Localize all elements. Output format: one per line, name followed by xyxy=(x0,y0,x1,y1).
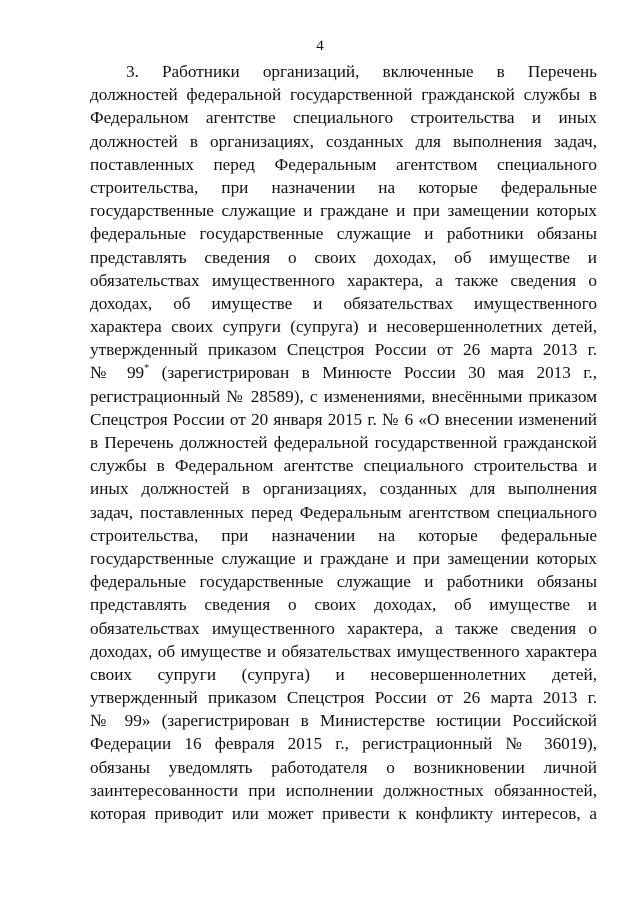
text-line: строительства, при назначении на которые федеральные xyxy=(90,525,597,545)
text-line: заинтересованности при исполнении должностных обязанностей, xyxy=(90,780,597,800)
text-line: строительства, при назначении на которые федеральные xyxy=(90,177,597,197)
text-line: службы в Федеральном агентстве специального строительства и xyxy=(90,456,597,476)
text-line: 3. Работники организаций, включенные в Перечень xyxy=(126,62,597,81)
text-line: регистрационный № 28589), с изменениями, внесёнными приказом xyxy=(90,386,597,406)
text-line: утвержденный приказом Спецстроя России от 26 марта 2013 г. xyxy=(90,688,597,708)
text-line: должностей в организациях, созданных для выполнения задач, xyxy=(90,131,597,151)
text-line-with-footnote xyxy=(90,361,597,384)
text-line: утвержденный приказом Спецстроя России от 26 марта 2013 г. xyxy=(90,340,597,360)
footnote-mark: * xyxy=(144,363,150,375)
text-line: государственные служащие и граждане и при замещении которых xyxy=(90,548,597,568)
text-line: № 99» (зарегистрирован в Министерстве юстиции Российской xyxy=(90,711,597,731)
text-line: Федерации 16 февраля 2015 г., регистрационный № 36019), xyxy=(90,734,597,754)
text-line: представлять сведения о своих доходах, об имуществе и xyxy=(90,595,597,615)
text-line: в Перечень должностей федеральной государственной гражданской xyxy=(90,433,597,452)
text-line: должностей федеральной государственной гражданской службы в xyxy=(90,85,597,105)
text-line: поставленных перед Федеральным агентством специального xyxy=(90,154,597,174)
text-line: обязаны уведомлять работодателя о возникновении личной xyxy=(90,757,597,777)
text-line: федеральные государственные служащие и работники обязаны xyxy=(90,572,597,592)
text-line: доходах, об имуществе и обязательствах имущественного xyxy=(90,293,597,313)
text-line: Спецстроя России от 20 января 2015 г. № 6 «О внесении изменений xyxy=(90,409,597,429)
text-line: обязательствах имущественного характера, а также сведения о xyxy=(90,270,597,290)
text-line: доходах, об имуществе и обязательствах имущественного характера xyxy=(90,641,597,661)
body-paragraph xyxy=(90,60,597,825)
page-number: 4 xyxy=(316,38,324,54)
text-line: обязательствах имущественного характера, а также сведения о xyxy=(90,618,597,638)
ref-number: № 99 xyxy=(90,363,145,383)
text-line: федеральные государственные служащие и работники обязаны xyxy=(90,224,597,244)
text-line: которая приводит или может привести к конфликту интересов, а xyxy=(90,804,597,823)
text-line: представлять сведения о своих доходах, об имуществе и xyxy=(90,247,597,267)
text-line: государственные служащие и граждане и при замещении которых xyxy=(90,201,597,221)
text-line: иных должностей в организациях, созданных для выполнения xyxy=(90,479,597,499)
text-line: характера своих супруги (супруга) и несовершеннолетних детей, xyxy=(90,317,597,337)
text-line-rest: (зарегистрирован в Минюсте России 30 мая 2013 г., xyxy=(161,363,597,383)
text-line: своих супруги (супруга) и несовершеннолетних детей, xyxy=(90,664,597,684)
text-line: Федеральном агентстве специального строительства и иных xyxy=(90,108,597,128)
text-line: задач, поставленных перед Федеральным агентством специального xyxy=(90,502,597,522)
